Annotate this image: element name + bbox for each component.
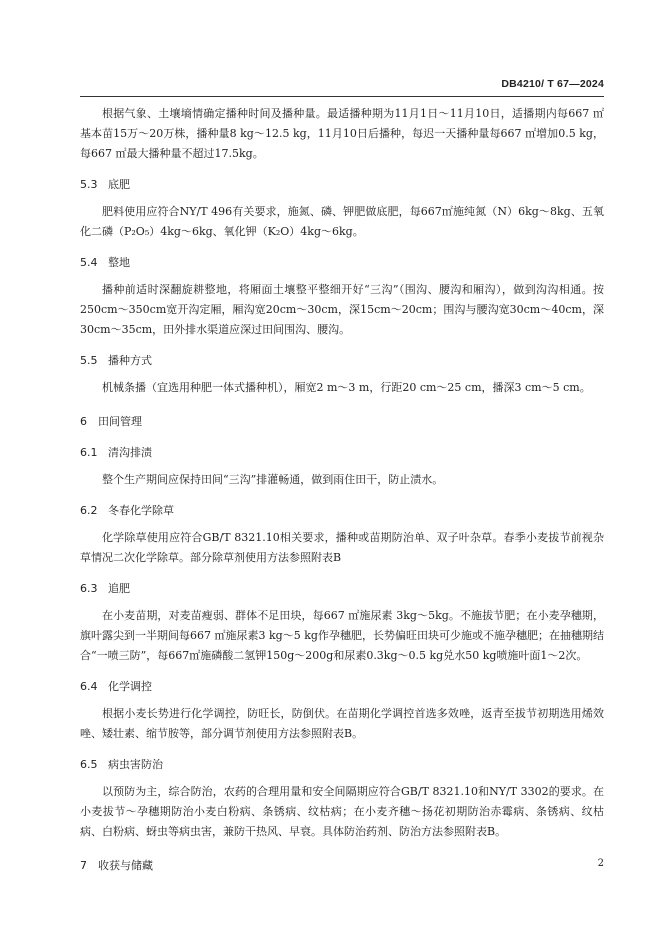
section-6-heading: [80, 412, 604, 432]
section-title: 病虫害防治: [108, 758, 163, 771]
section-5-4-text: 播种前适时深翻旋耕整地，将厢面土壤整平整细开好“三沟”（围沟、腰沟和厢沟），做到沟沟相通。按250cm～350cm宽开沟定厢，厢沟宽20cm～30cm，深15cm～20cm；围沟与腰沟宽30cm～40cm，深30cm～35cm，田外排水渠道应深过田间围沟、腰沟。: [80, 283, 604, 336]
section-number: 6.5: [80, 758, 98, 771]
section-number: 6.2: [80, 504, 98, 517]
section-number: 7: [80, 859, 87, 872]
page-content: [80, 104, 604, 876]
section-6-1-text: 整个生产期间应保持田间“三沟”排灌畅通，做到雨住田干，防止渍水。: [102, 473, 444, 486]
section-6-5-text: 以预防为主，综合防治，农药的合理用量和安全间隔期应符合GB/T 8321.10和NY/T 3302的要求。在小麦拔节～孕穗期防治小麦白粉病、条锈病、纹枯病；在小麦齐穗～扬花初期防治赤霉病、条锈病、纹枯病、白粉病、蚜虫等病虫害，兼防干热风、早衰。具体防治药剂、防治方法参照附表B。: [80, 785, 604, 838]
section-5-5-heading: [80, 351, 604, 371]
section-title: 冬春化学除草: [108, 504, 174, 517]
section-number: 6.3: [80, 582, 98, 595]
section-number: 5.5: [80, 354, 98, 367]
header-rule: [80, 96, 604, 97]
section-6-2-text: 化学除草使用应符合GB/T 8321.10相关要求，播种或苗期防治单、双子叶杂草。春季小麦拔节前视杂草情况二次化学除草。部分除草剂使用方法参照附表B: [80, 531, 604, 564]
section-5-3-text: 肥料使用应符合NY/T 496有关要求，施氮、磷、钾肥做底肥，每667㎡施纯氮（N）6kg～8kg、五氧化二磷（P₂O₅）4kg～6kg、氧化钾（K₂O）4kg～6kg。: [80, 205, 604, 238]
section-number: 6.1: [80, 446, 98, 459]
section-title: 田间管理: [98, 415, 142, 428]
page-number: 2: [597, 858, 604, 869]
section-5-4-heading: [80, 253, 604, 273]
section-number: 5.4: [80, 256, 98, 269]
section-title: 播种方式: [108, 354, 152, 367]
section-6-4-text: 根据小麦长势进行化学调控，防旺长，防倒伏。在苗期化学调控首选多效唑，返青至拔节初期选用烯效唑、矮壮素、缩节胺等，部分调节剂使用方法参照附表B。: [80, 707, 604, 740]
section-number: 6.4: [80, 680, 98, 693]
section-title: 整地: [108, 256, 130, 269]
section-6-3-text: 在小麦苗期，对麦苗瘦弱、群体不足田块，每667 ㎡施尿素 3kg～5kg。不施拔节肥；在小麦孕穗期，旗叶露尖到一半期间每667 ㎡施尿素3 kg～5 kg作孕穗肥，长势偏旺田块可少施或不施孕穗肥；在抽穗期结合“一喷三防”，每667㎡施磷酸二氢钾150g～200g和尿素0.3kg～0.5 kg兑水50 kg喷施叶面1～2次。: [80, 609, 604, 662]
section-title: 化学调控: [108, 680, 152, 693]
section-5-3-heading: [80, 175, 604, 195]
section-7-heading: [80, 856, 604, 876]
section-6-5-heading: [80, 755, 604, 775]
section-5-5-text: 机械条播（宜选用种肥一体式播种机），厢宽2 m～3 m，行距20 cm～25 cm，播深3 cm～5 cm。: [102, 381, 591, 394]
section-title: 清沟排渍: [108, 446, 152, 459]
section-6-2-heading: [80, 501, 604, 521]
section-title: 追肥: [108, 582, 130, 595]
section-title: 收获与储藏: [98, 859, 153, 872]
section-number: 5.3: [80, 178, 98, 191]
section-title: 底肥: [108, 178, 130, 191]
doc-code-header: DB4210/ T 67—2024: [501, 78, 604, 90]
section-number: 6: [80, 415, 87, 428]
sowing-rate-paragraph: 根据气象、土壤墒情确定播种时间及播种量。最适播种期为11月1日～11月10日，适播期内每667 ㎡基本苗15万～20万株，播种量8 kg～12.5 kg，11月10日后播种，每迟一天播种量每667 ㎡增加0.5 kg，每667 ㎡最大播种量不超过17.5kg。: [80, 107, 604, 160]
section-6-3-heading: [80, 579, 604, 599]
section-6-4-heading: [80, 677, 604, 697]
section-6-1-heading: [80, 443, 604, 463]
